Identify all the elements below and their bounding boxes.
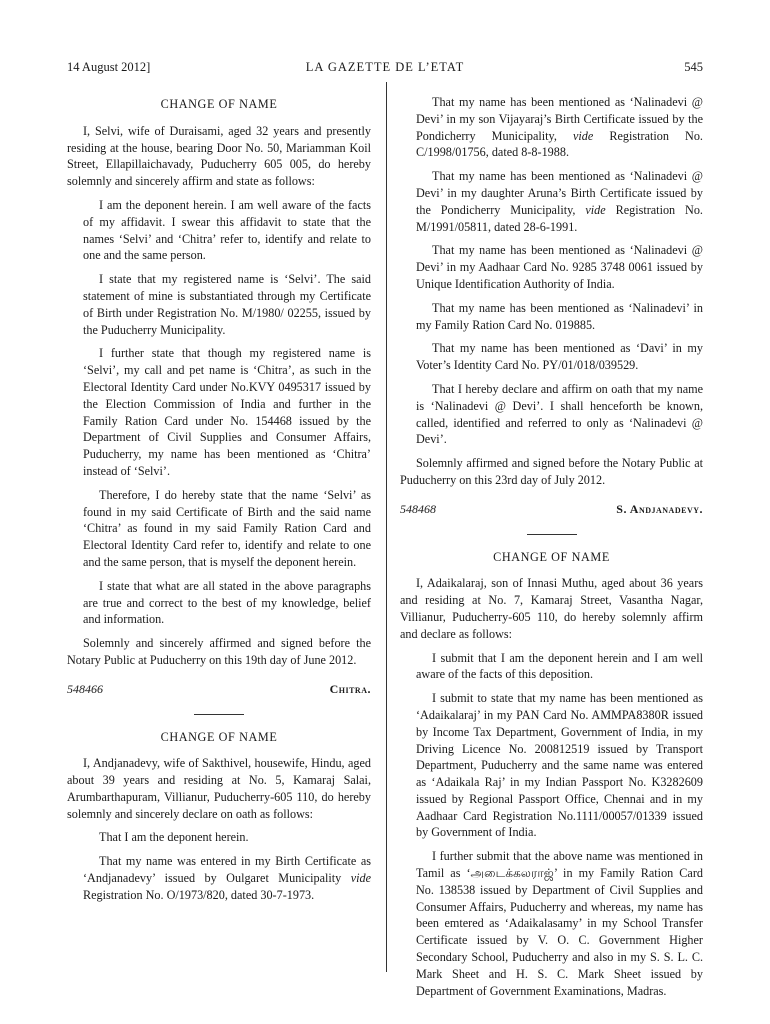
notice-signature: Chitra. xyxy=(329,681,371,696)
notice-heading: CHANGE OF NAME xyxy=(493,549,610,564)
right-column xyxy=(400,94,703,1006)
notice-paragraph: That my name was entered in my Birth Certificate as ‘Andjanadevy’ issued by Oulgaret Municipality vide Registration No. O/1973/820, dated 30-7-1973. xyxy=(83,854,371,902)
notice-paragraph: That my name has been mentioned as ‘Nalinadevi @ Devi’ in my Aadhaar Card No. 9285 3748 0061 issued by Unique Identification Authority of India. xyxy=(416,243,703,291)
notice-paragraph: That I hereby declare and affirm on oath that my name is ‘Nalinadevi @ Devi’. I shall henceforth be known, called, identified and referred to only as ‘Nalinadevi @ Devi’. xyxy=(416,381,703,447)
notice-paragraph: That my name has been mentioned as ‘Nalinadevi @ Devi’ in my daughter Aruna’s Birth Certificate issued by the Pondicherry Municipality, vide Registration No. M/1991/05811, dated 28-6-1991. xyxy=(416,169,703,234)
notice-paragraph: I submit to state that my name has been mentioned as ‘Adaikalaraj’ in my PAN Card No. AMMPA8380R issued by Income Tax Department, Government of India, in my Driving Licence No. 200812519 issued by Transport Department, Puducherry and the same name was entered as ‘Adaikala Raj’ in my Indian Passport No. K3282609 issued by Regional Passport Office, Chennai and in my Aadhaar Card Registration No.1111/00057/01339 issued by Government of India. xyxy=(416,691,703,840)
notice-signature: S. Andjanadevy. xyxy=(616,501,703,516)
notice-paragraph: I am the deponent herein. I am well aware of the facts of my affidavit. I swear this affidavit to state that the names ‘Selvi’ and ‘Chitra’ refer to, identify and relate to one and the same person. xyxy=(83,197,371,263)
page-header xyxy=(67,60,703,78)
notice-signature-line xyxy=(400,501,703,518)
notice-heading: CHANGE OF NAME xyxy=(160,97,278,111)
gazette-title: LA GAZETTE DE L’ETAT xyxy=(305,60,465,74)
issue-date: 14 August 2012] xyxy=(67,60,151,74)
notice-heading: CHANGE OF NAME xyxy=(160,729,278,744)
notice-paragraph: That I am the deponent herein. xyxy=(99,830,249,845)
notice-paragraph: I state that my registered name is ‘Selvi’. The said statement of mine is substantiated through my Certificate of Birth under Registration No. M/1980/ 02255, issued by the Puducherry Municipality. xyxy=(83,272,371,337)
left-column xyxy=(67,94,371,911)
column-divider xyxy=(386,82,387,972)
notice-paragraph: That my name has been mentioned as ‘Nalinadevi @ Devi’ in my son Vijayaraj’s Birth Certificate issued by the Pondicherry Municipality, vide Registration No. C/1998/01756, dated 8-8-1988. xyxy=(416,95,703,160)
separator-rule xyxy=(527,534,577,535)
notice-number: 548466 xyxy=(67,681,103,696)
page-number: 545 xyxy=(684,60,703,74)
notice-number: 548468 xyxy=(400,501,436,516)
separator-rule xyxy=(194,714,244,715)
notice-intro: I, Andjanadevy, wife of Sakthivel, housewife, Hindu, aged about 39 years and residing at No. 5, Kamaraj Salai, Arumbarthapuram, Villianur, Puducherry-605 110, do hereby solemnly and sincerely declare on oath as follows: xyxy=(67,756,371,821)
notice-signature-line xyxy=(67,681,371,698)
notice-intro: I, Adaikalaraj, son of Innasi Muthu, aged about 36 years and residing at No. 7, Kamaraj Street, Vasantha Nagar, Villianur, Puducherry-605 110, do hereby solemnly affirm and declare as follows: xyxy=(400,576,703,641)
notice-affirmation: Solemnly affirmed and signed before the Notary Public at Puducherry on this 23rd day of July 2012. xyxy=(400,456,703,487)
notice-intro: I, Selvi, wife of Duraisami, aged 32 years and presently residing at the house, bearing Door No. 50, Mariamman Koil Street, Ellapillaichavady, Puducherry 605 005, do hereby solemnly and sincerely affirm and state as follows: xyxy=(67,123,371,189)
notice-paragraph: Therefore, I do hereby state that the name ‘Selvi’ as found in my said Certificate of Birth and the said name ‘Chitra’ as found in my said Family Ration Card and Electoral Identity Card refer to, identify and relate to one and the same person, that is myself the deponent herein. xyxy=(83,487,371,569)
notice-paragraph: I state that what are all stated in the above paragraphs are true and correct to the best of my knowledge, belief and information. xyxy=(83,578,371,627)
notice-paragraph: That my name has been mentioned as ‘Davi’ in my Voter’s Identity Card No. PY/01/018/039529. xyxy=(416,341,703,373)
notice-paragraph: I submit that I am the deponent herein and I am well aware of the facts of this deposition. xyxy=(416,650,703,682)
notice-paragraph: I further state that though my registered name is ‘Selvi’, my call and pet name is ‘Chitra’, as such in the Electoral Identity Card under No.KVY 0495317 issued by the Election Commission of India and further in the Family Ration Card under No. 154468 issued by the Department of Civil Supplies and Consumer Affairs, Puducherry, my name has been mentioned as ‘Chitra’ instead of ‘Selvi’. xyxy=(83,346,371,478)
notice-affirmation: Solemnly and sincerely affirmed and signed before the Notary Public at Puducherry on this 19th day of June 2012. xyxy=(67,636,371,667)
notice-paragraph: I further submit that the above name was mentioned in Tamil as ‘அடைக்கலராஜ்’ in my Family Ration Card No. 138538 issued by Department of Civil Supplies and Consumer Affairs, Puducherry and whereas, my name has been emtered as ‘Adaikalasamy’ in my School Transfer Certificate issued by V. O. C. Government Higher Secondary School, Puducherry and also in my S. S. L. C. Mark Sheet and H. S. C. Mark Sheet issued by Department of Government Examinations, Madras. xyxy=(416,849,703,998)
notice-paragraph: That my name has been mentioned as ‘Nalinadevi’ in my Family Ration Card No. 019885. xyxy=(416,300,703,332)
